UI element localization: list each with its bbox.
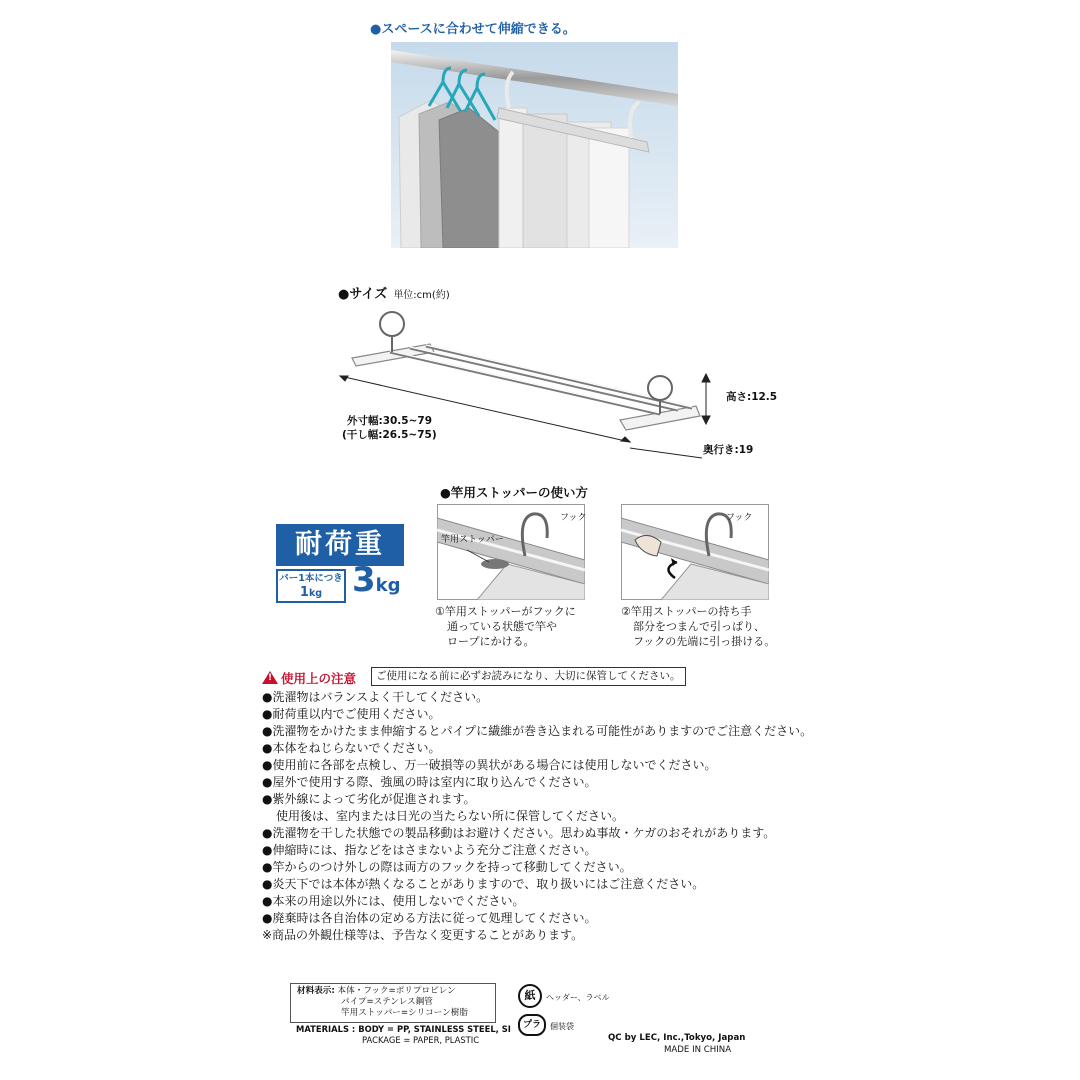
dark-shirt bbox=[439, 108, 499, 248]
load-capacity-title: 耐荷重 bbox=[276, 524, 404, 566]
caution-item: ●伸縮時には、指などをはさまないよう充分ご注意ください。 bbox=[262, 843, 597, 857]
depth-label: 奥行き:19 bbox=[703, 444, 754, 456]
total-load: 3kg bbox=[352, 560, 401, 600]
caution-item: ●紫外線によって劣化が促進されます。 bbox=[262, 792, 476, 806]
caution-title: ! 使用上の注意 bbox=[262, 669, 356, 687]
caution-item: ※商品の外観仕様等は、予告なく変更することがあります。 bbox=[262, 928, 584, 942]
panel2-hook-label: フック bbox=[726, 513, 753, 523]
caution-item: ●屋外で使用する際、強風の時は室内に取り込んでください。 bbox=[262, 775, 597, 789]
caution-item: ●廃棄時は各自治体の定める方法に従って処理してください。 bbox=[262, 911, 597, 925]
panel1-stopper-label: 竿用ストッパー bbox=[441, 535, 504, 545]
caution-note: ご使用になる前に必ずお読みになり、大切に保管してください。 bbox=[371, 667, 686, 686]
product-photo bbox=[391, 42, 678, 248]
caution-item: ●耐荷重以内でご使用ください。 bbox=[262, 707, 441, 721]
paper-recycle-text: ヘッダー、ラベル bbox=[546, 993, 610, 1002]
materials-english: MATERIALS : BODY = PP, STAINLESS STEEL, SI PACKAGE = PAPER, PLASTIC bbox=[296, 1024, 511, 1045]
size-unit: 単位:cm(約) bbox=[393, 290, 450, 301]
panel2-caption: ②竿用ストッパーの持ち手 部分をつまんで引っぱり、 フックの先端に引っ掛ける。 bbox=[621, 605, 776, 648]
caution-item: ●洗濯物を干した状態での製品移動はお避けください。思わぬ事故・ケガのおそれがあります。 bbox=[262, 826, 776, 840]
size-diagram bbox=[330, 300, 750, 470]
plastic-recycle-text: 個装袋 bbox=[550, 1022, 574, 1031]
plastic-recycle-icon: プラ bbox=[518, 1014, 546, 1036]
warning-icon: ! bbox=[262, 671, 278, 684]
caution-item: 使用後は、室内または日光の当たらない所に保管してください。 bbox=[276, 809, 625, 823]
panel1-caption: ①竿用ストッパーがフックに 通っている状態で竿や ロープにかける。 bbox=[435, 605, 576, 648]
materials-box: 材料表示: 本体・フック=ポリプロピレン パイプ=ステンレス鋼管 竿用ストッパー=シリコーン樹脂 bbox=[290, 983, 496, 1023]
caution-list bbox=[262, 689, 1062, 944]
feature-headline: ●スペースに合わせて伸縮できる。 bbox=[370, 22, 576, 37]
caution-item: ●炎天下では本体が熱くなることがありますので、取り扱いにはご注意ください。 bbox=[262, 877, 705, 891]
dry-width-label: (干し幅:26.5~75) bbox=[342, 429, 437, 441]
panel1-hook-label: フック bbox=[560, 513, 587, 523]
caution-item: ●本体をねじらないでください。 bbox=[262, 741, 441, 755]
caution-item: ●洗濯物はバランスよく干してください。 bbox=[262, 690, 489, 704]
size-title: ●サイズ 単位:cm(約) bbox=[338, 287, 450, 302]
caution-item: ●竿からのつけ外しの際は両方のフックを持って移動してください。 bbox=[262, 860, 632, 874]
paper-recycle-icon: 紙 bbox=[518, 984, 542, 1008]
height-label: 高さ:12.5 bbox=[726, 391, 778, 403]
caution-item: ●使用前に各部を点検し、万一破損等の異状がある場合には使用しないでください。 bbox=[262, 758, 717, 772]
caution-item: ●本来の用途以外には、使用しないでください。 bbox=[262, 894, 525, 908]
outer-width-label: 外寸幅:30.5~79 bbox=[347, 415, 433, 427]
per-bar-load: バー1本につき 1kg bbox=[276, 569, 346, 603]
caution-item: ●洗濯物をかけたまま伸縮するとパイプに繊維が巻き込まれる可能性がありますのでご注意ください。 bbox=[262, 724, 813, 738]
maker-info: QC by LEC, Inc.,Tokyo, Japan MADE IN CHINA bbox=[608, 1033, 746, 1055]
stopper-title: ●竿用ストッパーの使い方 bbox=[440, 485, 589, 500]
